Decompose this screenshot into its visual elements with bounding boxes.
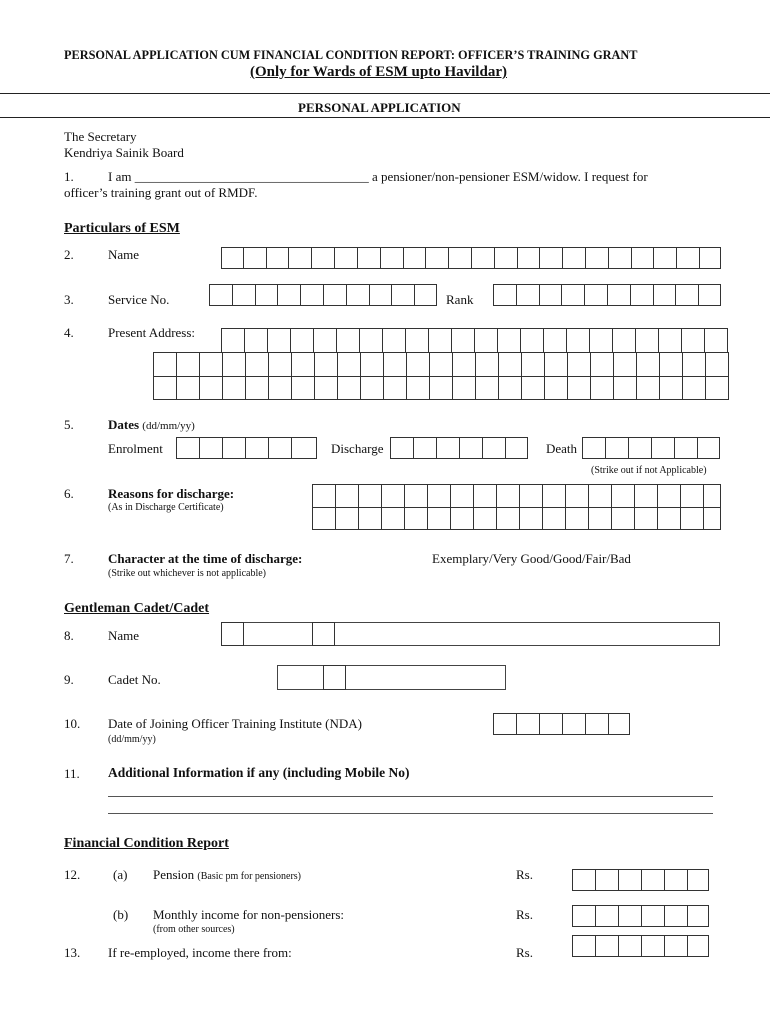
addl-label: Additional Information if any (including Mobile No) [108, 765, 410, 780]
cadet-heading: Gentleman Cadet/Cadet [64, 601, 210, 616]
enrolment-date-boxes[interactable] [176, 437, 318, 459]
address-number: 4. [64, 325, 74, 340]
dates-heading [108, 417, 195, 433]
character-number: 7. [64, 551, 74, 566]
esm-name-number: 2. [64, 247, 74, 262]
address-row-1[interactable] [221, 328, 728, 353]
p13-number: 13. [64, 945, 81, 960]
strike-note: (Strike out if not Applicable) [591, 465, 707, 476]
reemployed-amount-boxes[interactable] [572, 935, 709, 957]
form-subtitle: (Only for Wards of ESM upto Havildar) [250, 64, 507, 80]
pension-label: Pension [153, 867, 195, 882]
esm-name-boxes[interactable] [221, 247, 721, 269]
dates-format: (dd/mm/yy) [142, 420, 195, 432]
doj-format: (dd/mm/yy) [108, 734, 156, 745]
cadet-name-label: Name [108, 628, 140, 643]
monthly-rs: Rs. [516, 907, 533, 922]
dates-label: Dates [108, 417, 140, 432]
service-number-num: 3. [64, 292, 74, 307]
section-title: PERSONAL APPLICATION [298, 100, 461, 115]
character-options[interactable]: Exemplary/Very Good/Good/Fair/Bad [432, 551, 631, 566]
doj-number: 10. [64, 716, 81, 731]
cadet-name-number: 8. [64, 628, 74, 643]
item1-text-cont: officer’s training grant out of RMDF. [64, 185, 258, 200]
cadet-number-label: Cadet No. [108, 672, 161, 687]
death-label: Death [546, 441, 578, 456]
form-title: PERSONAL APPLICATION CUM FINANCIAL CONDITION REPORT: OFFICER’S TRAINING GRANT [64, 48, 638, 62]
address-row-3[interactable] [153, 376, 729, 400]
address-label: Present Address: [108, 325, 196, 340]
reasons-label: Reasons for discharge: [108, 486, 235, 501]
reemployed-label: If re-employed, income there from: [108, 945, 292, 960]
cadet-name-box-mid[interactable] [312, 622, 335, 646]
service-number-label: Service No. [108, 292, 170, 307]
address-row-2[interactable] [153, 352, 729, 377]
service-number-boxes[interactable] [209, 284, 437, 306]
p12-number: 12. [64, 867, 81, 882]
doj-label: Date of Joining Officer Training Institute (NDA) [108, 716, 362, 731]
cadet-name-field[interactable] [221, 622, 720, 646]
rank-boxes[interactable] [493, 284, 721, 306]
reasons-row-2[interactable] [312, 507, 721, 530]
pension-amount-boxes[interactable] [572, 869, 709, 891]
cadet-number-num: 9. [64, 672, 74, 687]
cadet-number-field[interactable] [277, 665, 506, 690]
death-date-boxes[interactable] [582, 437, 721, 459]
rank-label: Rank [446, 292, 474, 307]
finance-heading: Financial Condition Report [64, 836, 229, 851]
addl-number: 11. [64, 766, 80, 781]
esm-heading: Particulars of ESM [64, 221, 180, 236]
character-label: Character at the time of discharge: [108, 551, 303, 566]
character-note: (Strike out whichever is not applicable) [108, 568, 267, 579]
discharge-label: Discharge [331, 441, 384, 456]
dates-number: 5. [64, 417, 74, 432]
esm-name-label: Name [108, 247, 140, 262]
addressee-line1: The Secretary [64, 129, 137, 144]
header-rule-top [0, 93, 770, 94]
item1-text: I am ____________________________________ a pensioner/non-pensioner ESM/widow. I request for [108, 169, 648, 184]
pension-line [153, 867, 301, 883]
pension-note: (Basic pm for pensioners) [197, 871, 302, 882]
addl-line-2[interactable] [108, 813, 713, 814]
item1-number: 1. [64, 169, 74, 184]
reasons-number: 6. [64, 486, 74, 501]
addl-line-1[interactable] [108, 796, 713, 797]
cadet-number-box[interactable] [323, 665, 346, 690]
discharge-date-boxes[interactable] [390, 437, 529, 459]
monthly-note: (from other sources) [153, 924, 235, 935]
addressee-line2: Kendriya Sainik Board [64, 145, 184, 160]
p12b-marker: (b) [113, 907, 129, 922]
monthly-amount-boxes[interactable] [572, 905, 709, 927]
monthly-label: Monthly income for non-pensioners: [153, 907, 344, 922]
p12a-marker: (a) [113, 867, 128, 882]
cadet-name-box-first[interactable] [221, 622, 244, 646]
doj-date-boxes[interactable] [493, 713, 630, 735]
header-rule-bottom [0, 117, 770, 118]
reasons-note: (As in Discharge Certificate) [108, 502, 224, 513]
pension-rs: Rs. [516, 867, 533, 882]
reemployed-rs: Rs. [516, 945, 533, 960]
reasons-row-1[interactable] [312, 484, 721, 508]
enrolment-label: Enrolment [108, 441, 163, 456]
